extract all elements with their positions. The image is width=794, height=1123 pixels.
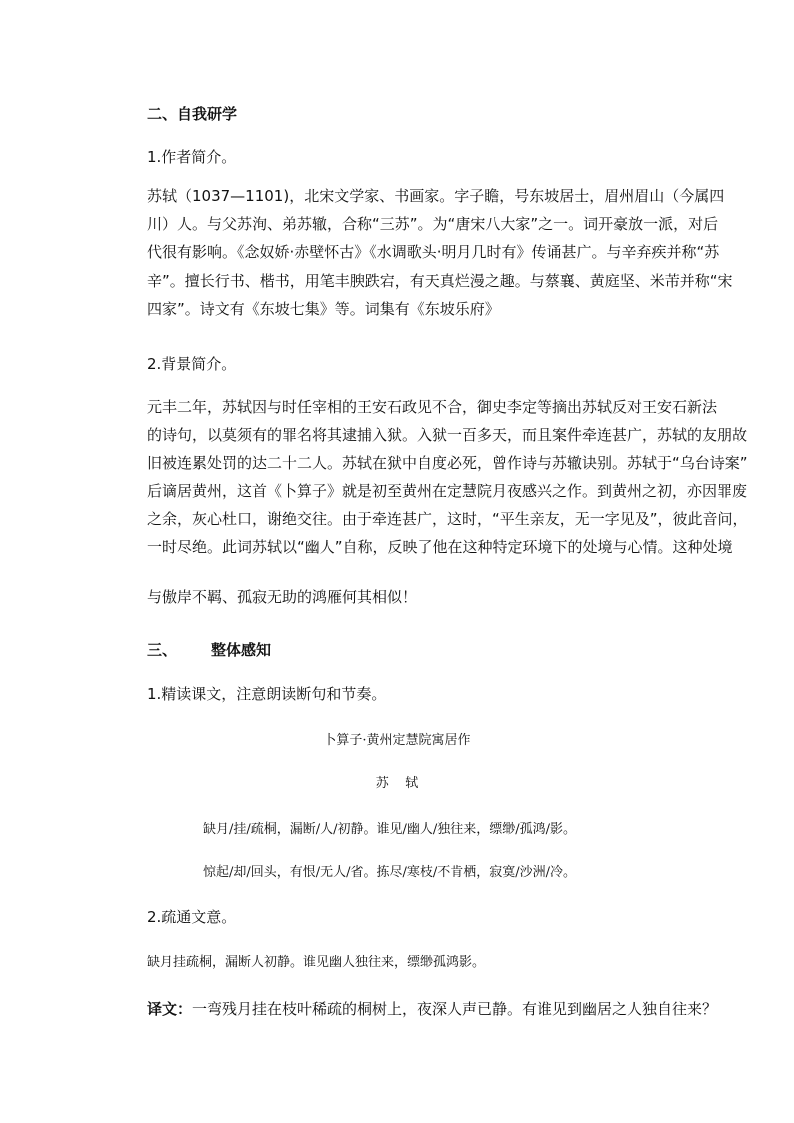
background-intro-label: 2.背景简介。 [147,355,237,373]
background-line: 一时尽绝。此词苏轼以“幽人”自称，反映了他在这种特定环境下的处境与心情。这种处境 [147,538,733,556]
bio-line: 辛”。擅长行书、楷书，用笔丰腴跌宕，有天真烂漫之趣。与蔡襄、黄庭坚、米芾并称“宋 [147,272,733,290]
background-line: 之余，灰心杜口，谢绝交往。由于牵连甚广，这时，“平生亲友，无一字见及”，彼此音问， [147,510,748,528]
background-line: 元丰二年，苏轼因与时任宰相的王安石政见不合，御史李定等摘出苏轼反对王安石新法 [147,398,718,416]
translation-line [147,999,717,1019]
bio-line: 代很有影响。《念奴娇·赤壁怀古》《水调歌头·明月几时有》传诵甚广。与辛弃疾并称“苏 [147,243,720,261]
translation-label: 译文： [147,1000,193,1018]
section-heading-overall [147,640,271,660]
interpretation-label: 2.疏通文意。 [147,908,237,926]
bio-line: 苏轼（1037—1101)，北宋文学家、书画家。字子瞻，号东坡居士，眉州眉山（今属四 [147,187,725,205]
poem-author: 苏 轼 [375,776,419,791]
background-line: 与傲岸不羁、孤寂无助的鸿雁何其相似！ [147,588,418,606]
translation-text: 一弯残月挂在枝叶稀疏的桐树上，夜深人声已静。有谁见到幽居之人独自往来？ [192,1000,718,1018]
poem-line: 惊起/却/回头，有恨/无人/省。拣尽/寒枝/不肯栖，寂寞/沙洲/冷。 [203,865,577,880]
poem-line: 缺月/挂/疏桐，漏断/人/初静。谁见/幽人/独往来，缥缈/孤鸿/影。 [203,822,577,837]
author-intro-label: 1.作者简介。 [147,148,237,166]
bio-line: 四家”。诗文有《东坡七集》等。词集有《东坡乐府》 [147,300,500,318]
section-heading-number: 三、 [147,641,178,659]
background-line: 后谪居黄州，这首《卜算子》就是初至黄州在定慧院月夜感兴之作。到黄州之初，亦因罪废 [147,482,748,500]
poem-title: 卜算子·黄州定慧院寓居作 [323,733,471,748]
background-line: 的诗句，以莫须有的罪名将其逮捕入狱。入狱一百多天，而且案件牵连甚广，苏轼的友朋故 [147,426,748,444]
close-reading-label: 1.精读课文，注意朗读断句和节奏。 [147,685,387,703]
source-text-line: 缺月挂疏桐，漏断人初静。谁见幽人独往来，缥缈孤鸿影。 [147,955,486,970]
background-line: 旧被连累处罚的达二十二人。苏轼在狱中自度必死，曾作诗与苏辙诀别。苏轼于“乌台诗案” [147,454,748,472]
bio-line: 川）人。与父苏洵、弟苏辙，合称“三苏”。为“唐宋八大家”之一。词开豪放一派，对后 [147,215,719,233]
section-heading-text: 整体感知 [211,641,272,659]
section-heading-self-study: 二、自我研学 [147,105,238,123]
